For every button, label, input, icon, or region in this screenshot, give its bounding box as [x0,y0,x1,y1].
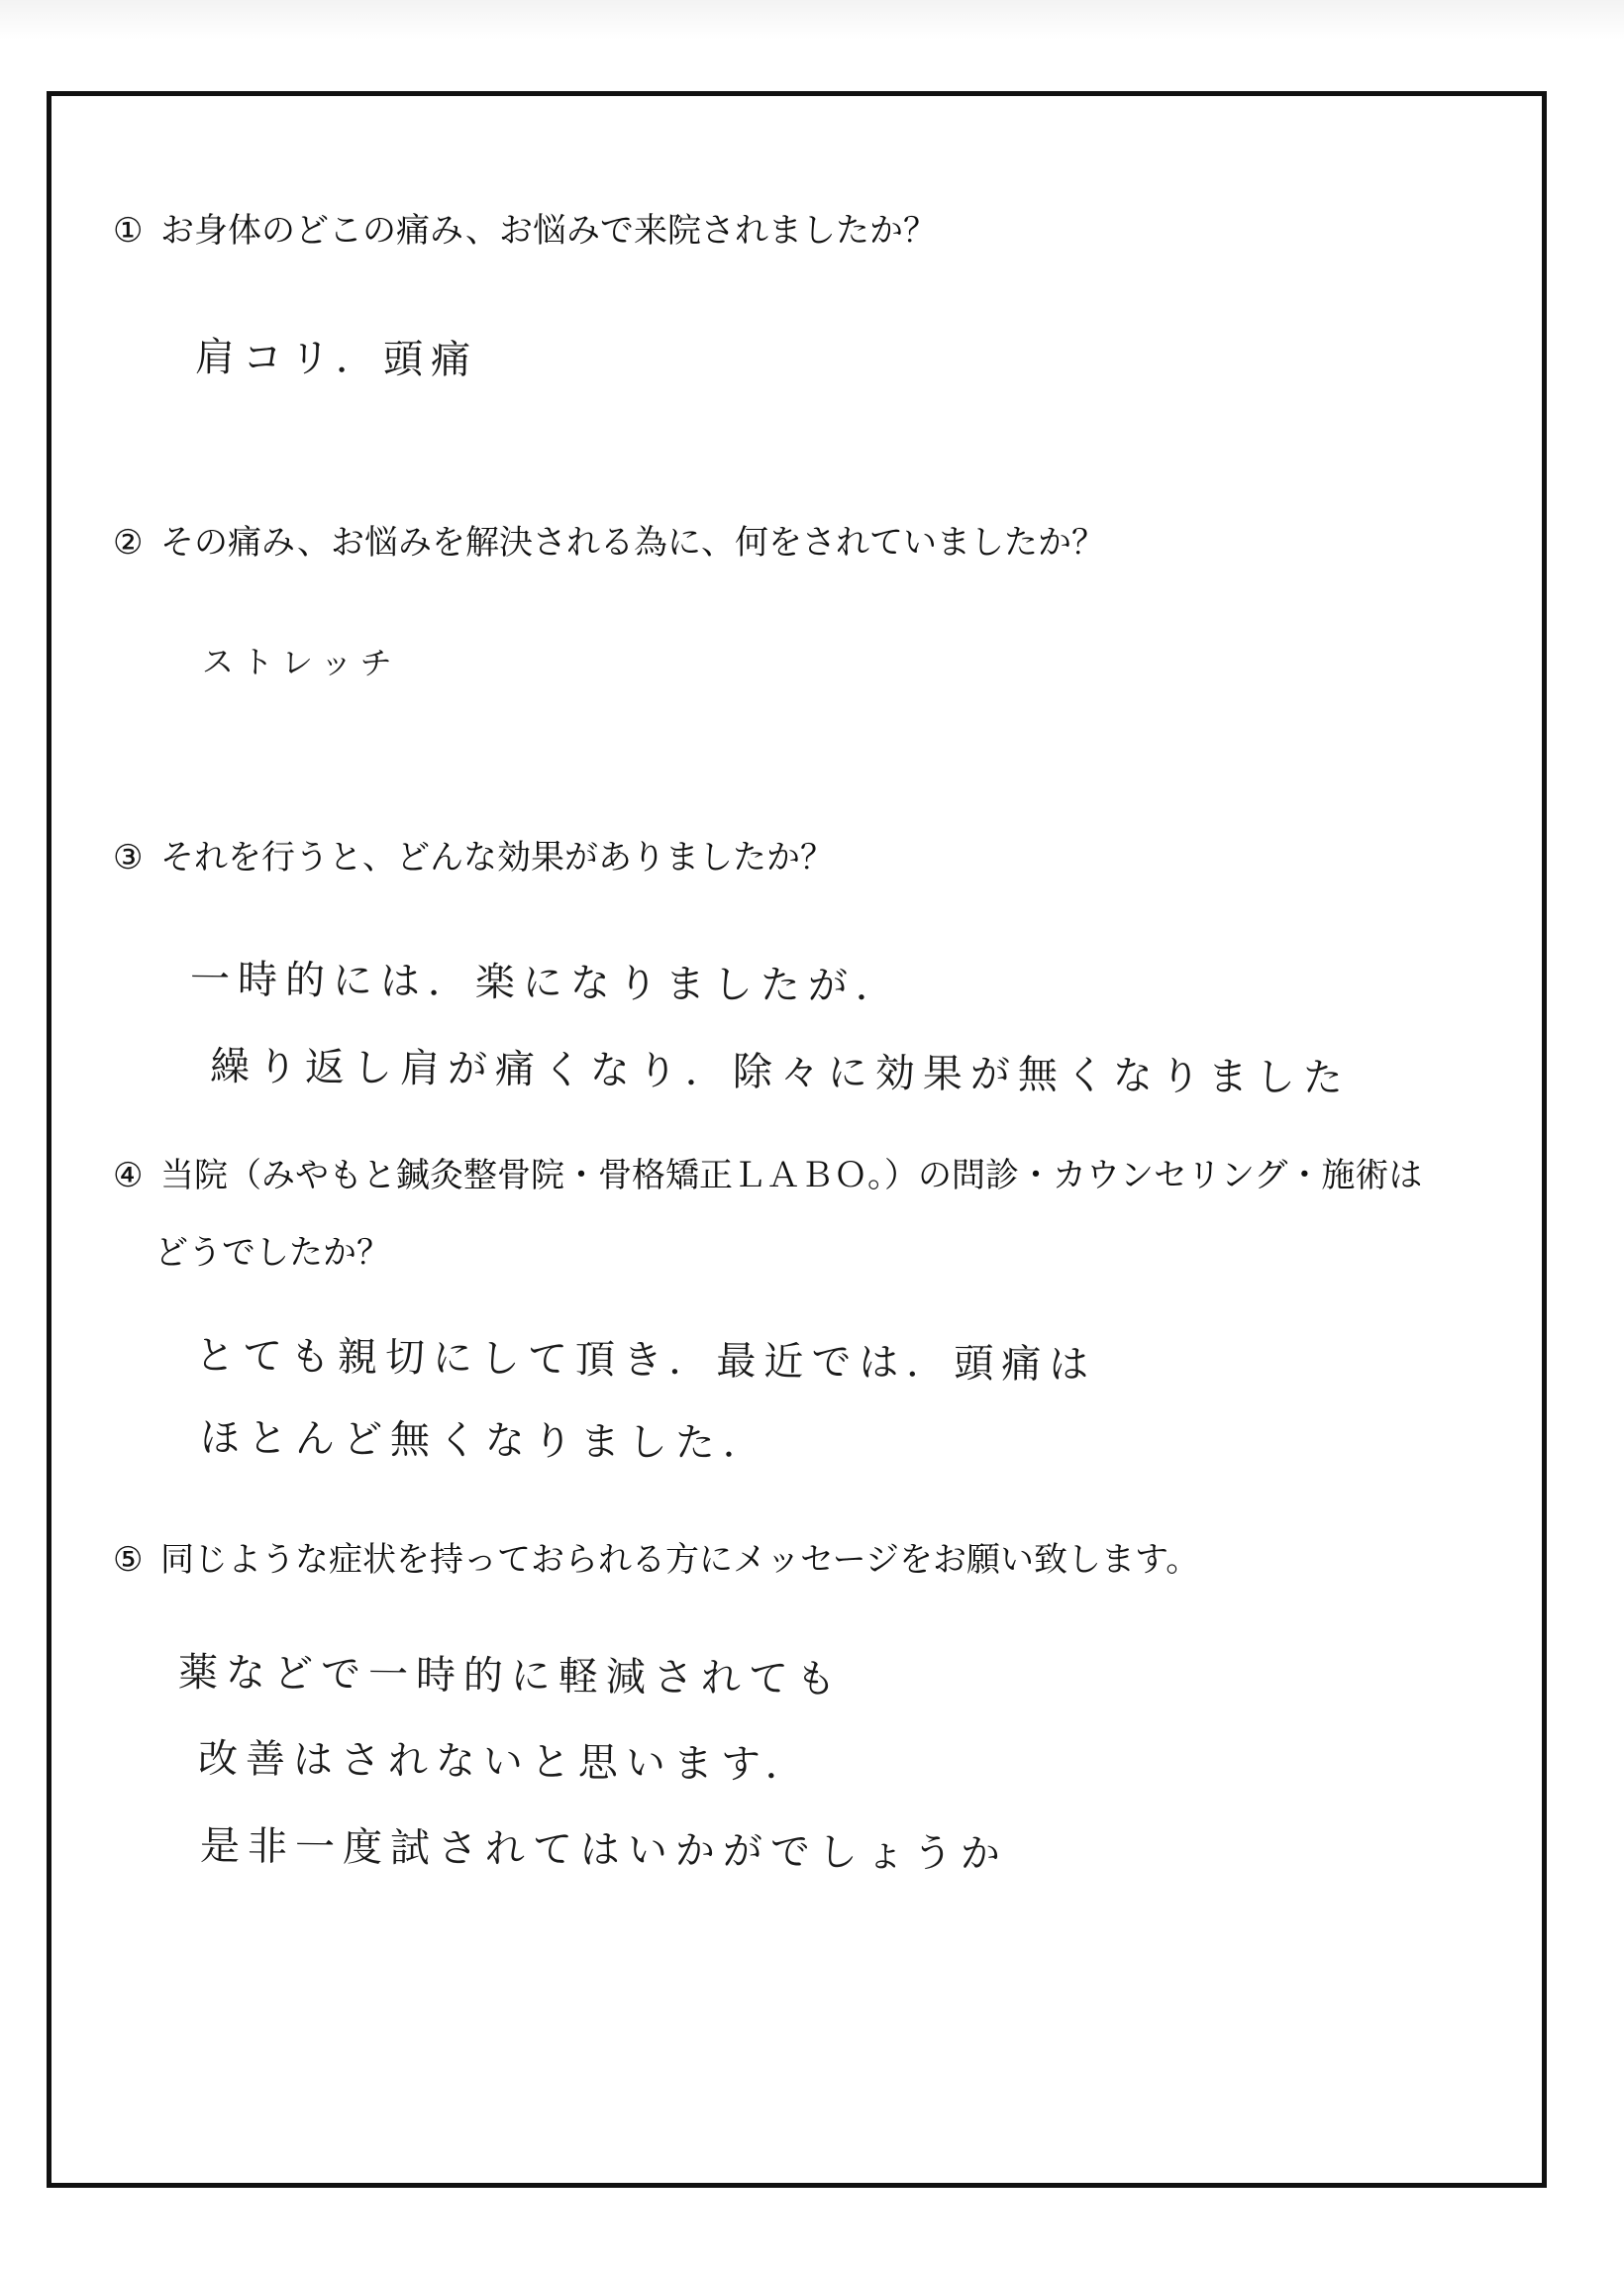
questionnaire-frame [47,91,1547,2188]
question-number: ② [113,523,144,563]
question-number: ① [113,211,144,251]
answer-1-line-1: 肩コリ．頭痛 [194,335,479,383]
question-text: それを行うと、どんな効果がありましたか？ [160,838,834,877]
question-number: ④ [113,1156,144,1195]
question-number: ③ [113,838,144,877]
answer-5-line-1: 薬などで一時的に軽減されても [177,1650,845,1703]
answer-5-line-3: 是非一度試されてはいかがでしょうか [199,1823,1009,1878]
answer-4-line-2: ほとんど無くなりました． [199,1415,771,1468]
question-2 [113,517,1105,568]
scan-edge [0,0,1624,40]
answer-2-line-1: ストレッチ [201,643,400,683]
answer-4-line-1: とても親切にして頂き．最近では．頭痛は [194,1333,1097,1389]
answer-3-line-2: 繰り返し肩が痛くなり．除々に効果が無くなりました [209,1044,1352,1102]
answer-5-line-2: 改善はされないと思います． [197,1736,813,1789]
answer-3-line-1: 一時的には．楽になりましたが． [189,957,904,1010]
question-text: お身体のどこの痛み、お悩みで来院されましたか？ [160,211,938,251]
question-3 [113,832,834,883]
question-4-continued: どうでしたか？ [154,1233,390,1273]
question-text: その痛み、お悩みを解決される為に、何をされていましたか？ [160,523,1106,563]
question-5 [113,1534,1199,1586]
question-text: 同じような症状を持っておられる方にメッセージをお願い致します。 [160,1540,1200,1580]
question-1 [113,205,937,257]
question-text: 当院（みやもと鍼灸整骨院・骨格矯正ＬＡＢＯ。）の問診・カウンセリング・施術は [160,1156,1423,1195]
question-4 [113,1150,1422,1201]
question-number: ⑤ [113,1540,144,1580]
